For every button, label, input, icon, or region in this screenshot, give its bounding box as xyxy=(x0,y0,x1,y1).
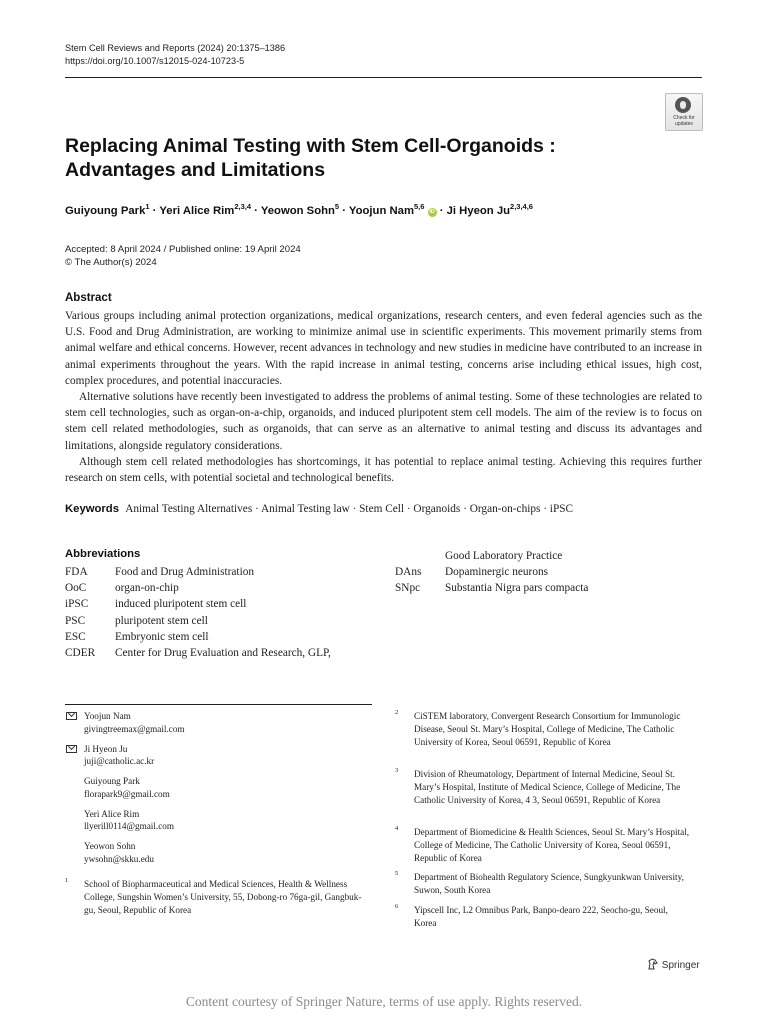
author-contacts xyxy=(65,710,185,873)
footer-notice: Content courtesy of Springer Nature, terms of use apply. Rights reserved. xyxy=(185,994,583,1009)
abbreviation-row: FDA Food and Drug Administration xyxy=(65,566,255,578)
author-name[interactable]: Yeri Alice Rim xyxy=(159,204,235,217)
author-name[interactable]: Guiyoung Park xyxy=(65,204,146,217)
author-name[interactable]: Yeowon Sohn xyxy=(260,204,335,217)
abbreviation-row: OoC organ-on-chip xyxy=(65,582,179,595)
author-affiliation-ref: 1 xyxy=(145,202,150,211)
affiliation-number: 6 xyxy=(395,903,399,910)
author-affiliation-ref: 2,3,4 xyxy=(234,202,251,211)
author-affiliation-ref: 2,3,4,6 xyxy=(510,202,533,211)
affiliation-number: 1 xyxy=(65,877,69,884)
affiliation-number: 2 xyxy=(395,709,399,716)
affiliation-text: Department of Biohealth Regulatory Science, Sungkyunkwan University, Suwon, South Korea xyxy=(414,872,684,895)
abbreviation-row: ESC Embryonic stem cell xyxy=(65,630,209,643)
contact-name: Yeowon Sohn xyxy=(84,841,136,851)
affiliation-text: Division of Rheumatology, Department of Internal Medicine, Seoul St. Mary’s Hospital, Institute of Medical Science, College of Medicine, The Catholic University of Korea, 4 3, Seoul 06591, Republic of Korea xyxy=(414,769,681,805)
check-for-updates-icon xyxy=(675,97,691,113)
contact-entry xyxy=(65,743,185,768)
article-title: Replacing Animal Testing with Stem Cell-Organoids : Advantages and Limitations xyxy=(65,135,556,181)
abstract-body xyxy=(65,308,702,486)
keywords xyxy=(65,503,573,515)
abbreviation-row: PSC pluripotent stem cell xyxy=(65,614,208,627)
publisher-name: Springer xyxy=(661,960,700,971)
affiliation-text: Department of Biomedicine & Health Sciences, Seoul St. Mary’s Hospital, College of Medicine, The Catholic University of Korea, Seoul 06591, Republic of Korea xyxy=(414,827,690,863)
author-name[interactable]: Ji Hyeon Ju xyxy=(446,204,511,217)
affiliation-number: 3 xyxy=(395,767,399,774)
abbreviation-row: iPSC induced pluripotent stem cell xyxy=(65,598,247,611)
contact-name: Yoojun Nam xyxy=(84,711,131,721)
abbreviations-heading: Abbreviations xyxy=(65,548,141,560)
affiliation-number: 5 xyxy=(395,870,399,877)
contact-entry xyxy=(65,808,185,833)
affiliation-text: Yipscell Inc, L2 Omnibus Park, Banpo-dearo 222, Seocho-gu, Seoul, Korea xyxy=(414,905,668,928)
affiliation-number: 4 xyxy=(395,825,399,832)
affiliation xyxy=(395,826,695,864)
abbreviation-row: SNpc Substantia Nigra pars compacta xyxy=(395,582,589,595)
orcid-icon[interactable]: iD xyxy=(429,208,435,215)
envelope-icon xyxy=(66,745,77,753)
publication-dates xyxy=(65,243,301,269)
contact-email[interactable]: givingtreemax@gmail.com xyxy=(84,723,185,734)
author-affiliation-ref: 5,6 xyxy=(413,202,425,211)
contact-email[interactable]: llyerill0114@gmail.com xyxy=(84,821,175,831)
abbreviations-table-right xyxy=(395,564,588,596)
affiliation xyxy=(395,710,695,748)
doi-link[interactable]: https://doi.org/10.1007/s12015-024-10723-5 xyxy=(65,56,245,66)
abstract-paragraph: Alternative solutions have recently been investigated to address the problems of animal testing. Some of these technologies are related to stem cell technologies, such as organ-on-a-chip, organoids, and induced pluripotent stem cell models. The aim of the review is to focus on stem cell related methodologies, such as organoids, that can serve as an alternative to animal testing and discuss its advantages and limitations, alongside regulatory considerations. xyxy=(65,391,702,452)
contact-name: Yeri Alice Rim xyxy=(84,808,140,819)
copyright-notice: © The Author(s) 2024 xyxy=(65,257,157,268)
keywords-list: Animal Testing Alternatives · Animal Testing law · Stem Cell · Organoids · Organ-on-chips · iPSC xyxy=(125,503,574,515)
author-affiliation-ref: 5 xyxy=(334,202,340,211)
contact-name: Guiyoung Park xyxy=(84,776,140,786)
contact-name: Ji Hyeon Ju xyxy=(84,743,128,754)
affiliation xyxy=(395,871,695,897)
author-name[interactable]: Yoojun Nam xyxy=(348,204,414,217)
journal-header xyxy=(65,42,285,68)
contact-entry xyxy=(65,775,185,800)
contact-entry xyxy=(65,710,185,735)
contact-entry xyxy=(65,840,185,865)
footnote-rule xyxy=(65,704,372,705)
abbreviation-continuation: Good Laboratory Practice xyxy=(445,550,563,562)
check-for-updates-badge[interactable] xyxy=(665,93,703,131)
abstract-paragraph: Although stem cell related methodologies has shortcomings, it has potential to replace animal testing. Achieving this requires further research on stem cells, with potential societal and technological benefits. xyxy=(65,455,702,485)
abbreviations-table-left xyxy=(65,564,331,661)
abstract-paragraph: Various groups including animal protection organizations, medical organizations, research centers, and even federal agencies such as the U.S. Food and Drug Administration, are working to minimize animal use in scientific experiments. This movement primarily stems from animal welfare and ethical concerns. However, recent advances in technology and new studies in medicine have contributed to an increase in animal experiments throughout the years. With the rapid increase in animal testing, concerns arise including ethical issues, high cost, complex procedures, and potential inaccuracies. xyxy=(65,310,702,387)
abbreviation-row: DAns Dopaminergic neurons xyxy=(395,566,549,578)
springer-horse-icon xyxy=(647,958,659,970)
publisher-logo[interactable] xyxy=(647,958,700,971)
accepted-published-dates: Accepted: 8 April 2024 / Published online: 19 April 2024 xyxy=(65,244,301,255)
abstract-heading: Abstract xyxy=(65,292,112,304)
check-for-updates-label: Check for updates xyxy=(673,115,695,127)
affiliation-text: CiSTEM laboratory, Convergent Research Consortium for Immunologic Disease, Seoul St. Mary’s Hospital, College of Medicine, The Catholic University of Korea, Seoul 06591, Republic of Korea xyxy=(414,711,681,747)
keywords-label: Keywords xyxy=(65,503,119,515)
contact-email[interactable]: juji@catholic.ac.kr xyxy=(84,756,155,766)
affiliation xyxy=(395,904,685,930)
affiliation-text: School of Biopharmaceutical and Medical Sciences, Health & Wellness College, Sungshin Women’s University, 55, Dobong-ro 76ga-gil, Gangbuk-gu, Seoul, Republic of Korea xyxy=(84,879,362,915)
contact-email[interactable]: florapark9@gmail.com xyxy=(84,788,170,799)
affiliation xyxy=(65,878,365,916)
contact-email[interactable]: ywsohn@skku.edu xyxy=(84,853,154,864)
envelope-icon xyxy=(66,712,77,720)
author-list: Guiyoung Park$^1$ · Yeri Alice Rim$^{2,3,4}$ · Yeowon Sohn$^5$ · Yoojun Nam$^{5,6}$ iD · Ji Hyeon Ju$^{2,3,4,6}$ xyxy=(65,202,533,217)
journal-citation: Stem Cell Reviews and Reports (2024) 20:1375–1386 xyxy=(65,43,286,53)
affiliation xyxy=(395,768,695,806)
header-rule xyxy=(65,77,702,78)
abbreviation-row: CDER Center for Drug Evaluation and Research, GLP, xyxy=(65,647,331,660)
